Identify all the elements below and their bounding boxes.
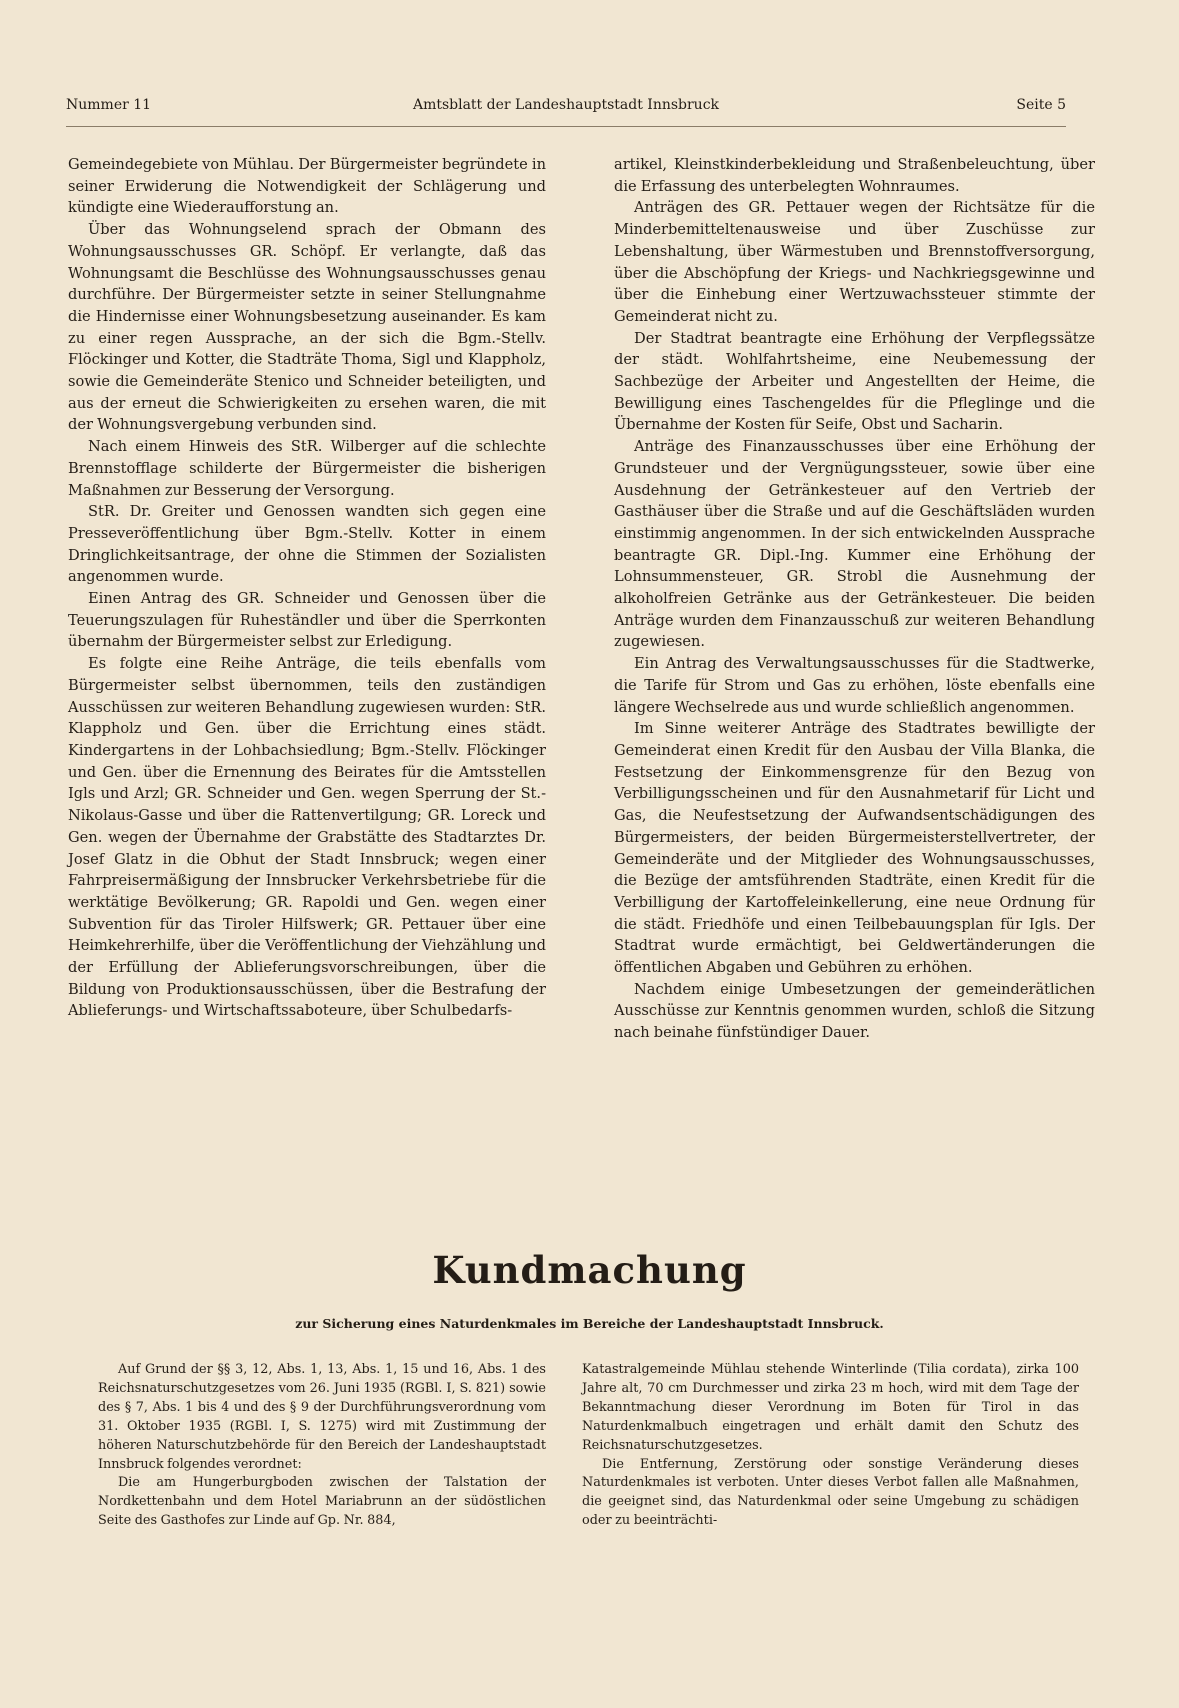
paragraph: Katastralgemeinde Mühlau stehende Winterlinde (Tilia cordata), zirka 100 Jahre alt, 70 cm Durchmesser und zirka 23 m hoch, wird mit dem Tage der Bekanntmachung dieser Verordnung im Boten für Tirol in das Naturdenkmalbuch eingetragen und erhält damit den Schutz des Reichsnaturschutzgesetzes.: [582, 1362, 1079, 1453]
paragraph: artikel, Kleinstkinderbekleidung und Straßenbeleuchtung, über die Erfassung des unterbelegten Wohnraumes.: [614, 156, 1095, 195]
paragraph: Der Stadtrat beantragte eine Erhöhung der Verpflegssätze der städt. Wohlfahrtsheime, eine Neubemessung der Sachbezüge der Arbeiter und Angestellten der Heime, die Bewilligung eines Taschengeldes für die Pfleglinge und die Übernahme der Kosten für Seife, Obst und Sacharin.: [614, 329, 1095, 434]
issue-number: Nummer 11: [66, 97, 152, 113]
paragraph: Ein Antrag des Verwaltungsausschusses für die Stadtwerke, die Tarife für Strom und Gas zu erhöhen, löste ebenfalls eine längere Wechselrede aus und wurde schließlich angenommen.: [614, 655, 1095, 716]
paragraph: StR. Dr. Greiter und Genossen wandten sich gegen eine Presseveröffentlichung über Bgm.-Stellv. Kotter in einem Dringlichkeitsantrage, der ohne die Stimmen der Sozialisten angenommen wurde.: [68, 503, 546, 586]
left-column: [68, 154, 546, 1022]
publication-title: Amtsblatt der Landeshauptstadt Innsbruck: [412, 97, 720, 113]
page-number: Seite 5: [1016, 97, 1066, 113]
right-column: [614, 154, 1095, 1044]
paragraph: Auf Grund der §§ 3, 12, Abs. 1, 13, Abs. 1, 15 und 16, Abs. 1 des Reichsnaturschutzgesetzes vom 26. Juni 1935 (RGBl. I, S. 821) sowie des § 7, Abs. 1 bis 4 und des § 9 der Durchführungsverordnung vom 31. Oktober 1935 (RGBl. I, S. 1275) wird mit Zustimmung der höheren Naturschutzbehörde für den Bereich der Landeshauptstadt Innsbruck folgendes verordnet:: [98, 1362, 546, 1472]
paragraph: Gemeindegebiete von Mühlau. Der Bürgermeister begründete in seiner Erwiderung die Notwendigkeit der Schlägerung und kündigte eine Wiederaufforstung an.: [68, 156, 546, 217]
header-rule: [66, 126, 1066, 127]
paragraph: Anträgen des GR. Pettauer wegen der Richtsätze für die Minderbemitteltenausweise und über Zuschüsse zur Lebenshaltung, über Wärmestuben und Brennstoffversorgung, über die Abschöpfung der Kriegs- und Nachkriegsgewinne und über die Einhebung einer Wertzuwachssteuer stimmte der Gemeinderat nicht zu.: [614, 199, 1095, 325]
paragraph: Die am Hungerburgboden zwischen der Talstation der Nordkettenbahn und dem Hotel Mariabrunn an der südöstlichen Seite des Gasthofes zur Linde auf Gp. Nr. 884,: [98, 1475, 546, 1529]
paragraph: Im Sinne weiterer Anträge des Stadtrates bewilligte der Gemeinderat einen Kredit für den Ausbau der Villa Blanka, die Festsetzung der Einkommensgrenze für den Bezug von Verbilligungsscheinen und für den Ausnahmetarif für Licht und Gas, die Neufestsetzung der Aufwandsentschädigungen des Bürgermeisters, der beiden Bürgermeisterstellvertreter, der Gemeinderäte und der Mitglieder des Wohnungsausschusses, die Bezüge der amtsführenden Stadträte, einen Kredit für die Verbilligung der Kartoffeleinkellerung, eine neue Ordnung für die städt. Friedhöfe und einen Teilbebauungsplan für Igls. Der Stadtrat wurde ermächtigt, bei Geldwertänderungen die öffentlichen Abgaben und Gebühren zu erhöhen.: [614, 720, 1095, 977]
announcement-left-column: [98, 1361, 546, 1531]
announcement-title: Kundmachung: [432, 1248, 747, 1292]
announcement-subtitle: zur Sicherung eines Naturdenkmales im Bereiche der Landeshauptstadt Innsbruck.: [295, 1316, 884, 1331]
paragraph: Anträge des Finanzausschusses über eine Erhöhung der Grundsteuer und der Vergnügungssteuer, sowie über eine Ausdehnung der Getränkesteuer auf den Vertrieb der Gasthäuser über die Straße und auf die Geschäftsläden wurden einstimmig angenommen. In der sich entwickelnden Aussprache beantragte GR. Dipl.-Ing. Kummer eine Erhöhung der Lohnsummensteuer, GR. Strobl die Ausnehmung der alkoholfreien Getränke aus der Getränkesteuer. Die beiden Anträge wurden dem Finanzausschuß zur weiteren Behandlung zugewiesen.: [614, 438, 1095, 651]
paragraph: Nachdem einige Umbesetzungen der gemeinderätlichen Ausschüsse zur Kenntnis genommen wurden, schloß die Sitzung nach beinahe fünfstündiger Dauer.: [614, 980, 1095, 1042]
running-header: [66, 94, 1066, 116]
paragraph: Es folgte eine Reihe Anträge, die teils ebenfalls vom Bürgermeister selbst übernommen, teils den zuständigen Ausschüssen zur weiteren Behandlung zugewiesen wurden: StR. Klappholz und Gen. über die Errichtung eines städt. Kindergartens in der Lohbachsiedlung; Bgm.-Stellv. Flöckinger und Gen. über die Ernennung des Beirates für die Amtsstellen Igls und Arzl; GR. Schneider und Gen. wegen Sperrung der St.-Nikolaus-Gasse und über die Rattenvertilgung; GR. Loreck und Gen. wegen der Übernahme der Grabstätte des Stadtarztes Dr. Josef Glatz in die Obhut der Stadt Innsbruck; wegen einer Fahrpreisermäßigung der Innsbrucker Verkehrsbetriebe für die werktätige Bevölkerung; GR. Rapoldi und Gen. wegen einer Subvention für das Tiroler Hilfswerk; GR. Pettauer über eine Heimkehrerhilfe, über die Veröffentlichung der Viehzählung und der Erfüllung der Ablieferungsvorschreibungen, über die Bildung von Produktionsausschüssen, über die Bestrafung der Ablieferungs- und Wirtschaftssaboteure, über Schulbedarfs-: [68, 655, 546, 1020]
announcement-right-column: [582, 1361, 1079, 1531]
paragraph: Einen Antrag des GR. Schneider und Genossen über die Teuerungszulagen für Ruheständler und über die Sperrkonten übernahm der Bürgermeister selbst zur Erledigung.: [68, 590, 546, 651]
paragraph: Die Entfernung, Zerstörung oder sonstige Veränderung dieses Naturdenkmales ist verboten. Unter dieses Verbot fallen alle Maßnahmen, die geeignet sind, das Naturdenkmal oder seine Umgebung zu schädigen oder zu beeinträchti-: [582, 1456, 1079, 1529]
paragraph: Nach einem Hinweis des StR. Wilberger auf die schlechte Brennstofflage schilderte der Bürgermeister die bisherigen Maßnahmen zur Besserung der Versorgung.: [68, 438, 546, 499]
paragraph: Über das Wohnungselend sprach der Obmann des Wohnungsausschusses GR. Schöpf. Er verlangte, daß das Wohnungsamt die Beschlüsse des Wohnungsausschusses genau durchführe. Der Bürgermeister setzte in seiner Stellungnahme die Hindernisse einer Wohnungsbesetzung auseinander. Es kam zu einer regen Aussprache, an der sich die Bgm.-Stellv. Flöckinger und Kotter, die Stadträte Thoma, Sigl und Klappholz, sowie die Gemeinderäte Stenico und Schneider beteiligten, und aus der erneut die Schwierigkeiten zu ersehen waren, die mit der Wohnungsvergebung verbunden sind.: [68, 221, 546, 434]
